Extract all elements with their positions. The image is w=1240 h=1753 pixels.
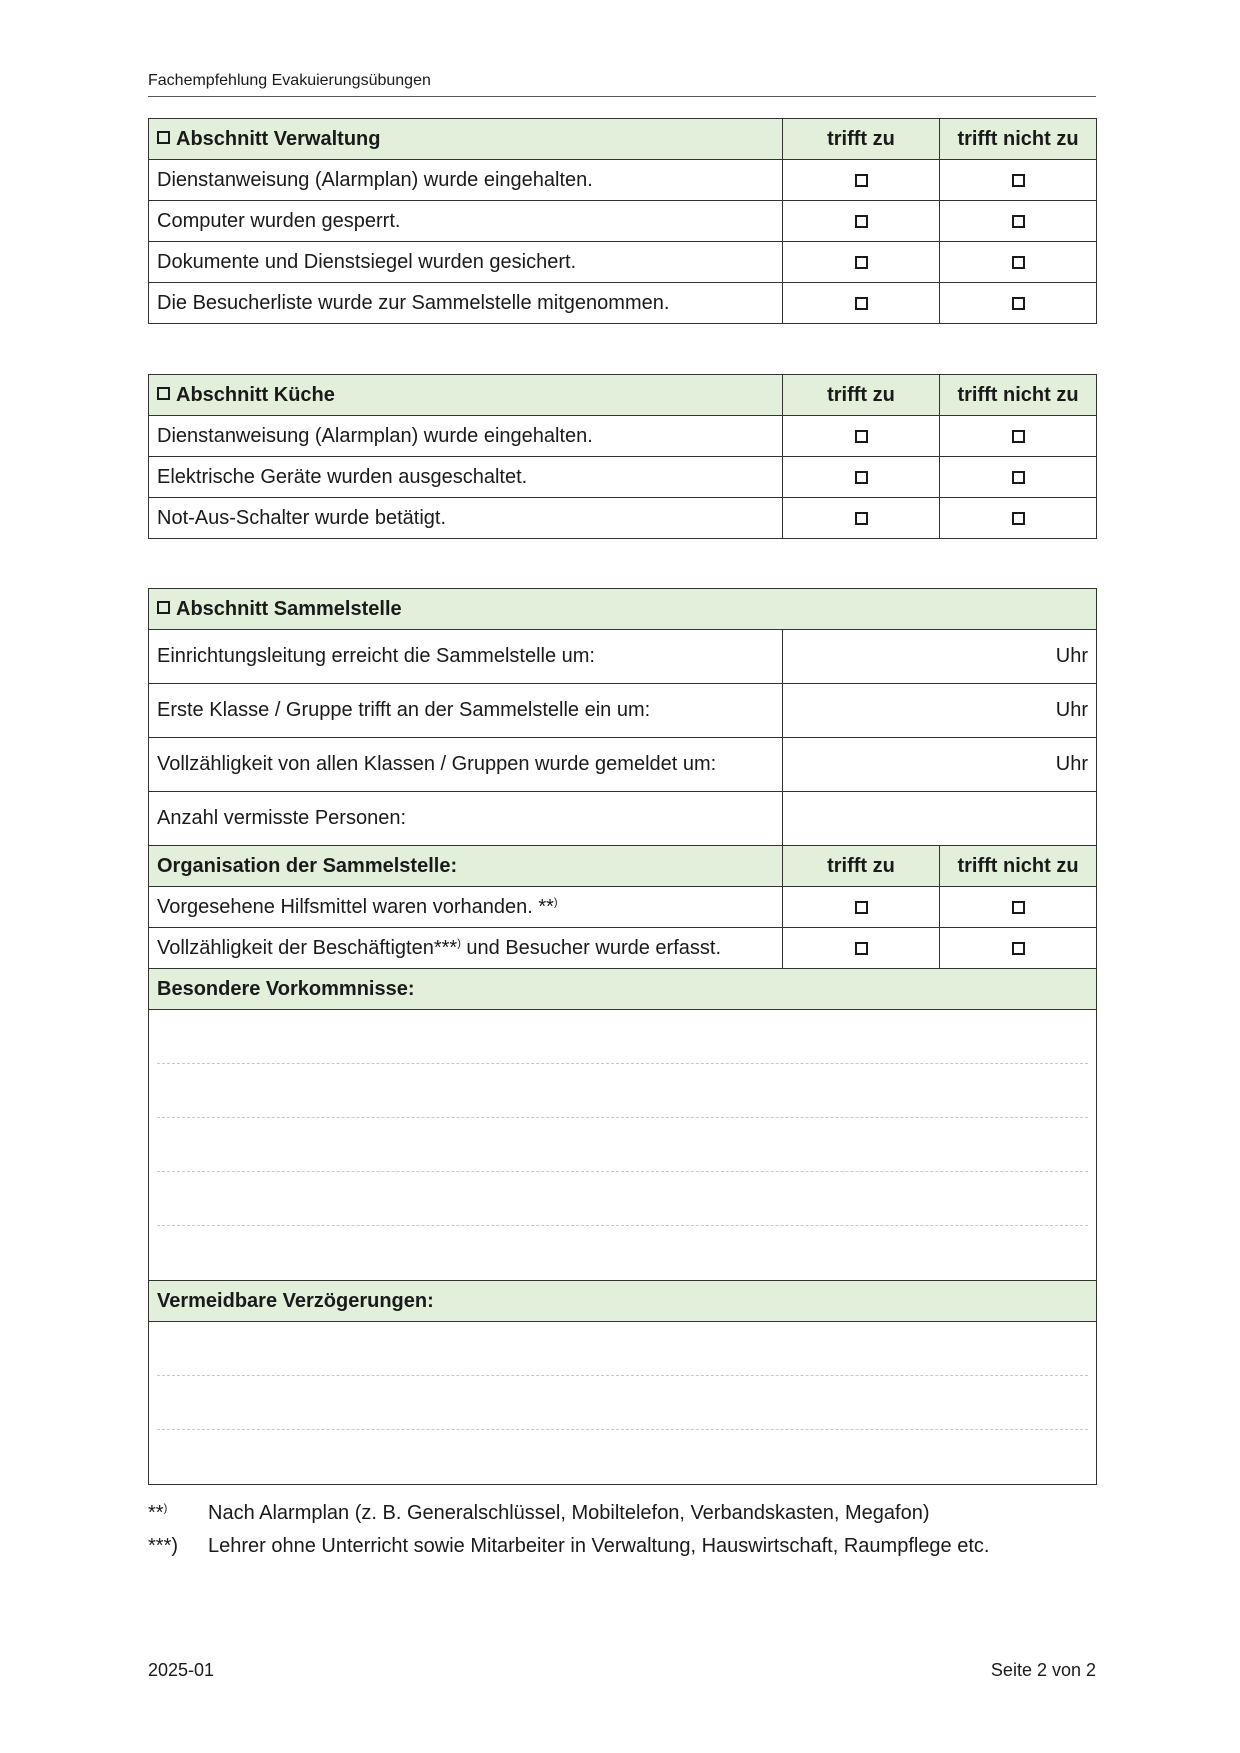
checkbox-no[interactable] [1012, 901, 1025, 914]
row-label: Erste Klasse / Gruppe trifft an der Sammelstelle ein um: [149, 684, 783, 738]
row-label: Dienstanweisung (Alarmplan) wurde eingehalten. [149, 160, 783, 201]
table-header-row [149, 969, 1097, 1010]
table-row [149, 630, 1097, 684]
checkbox-no[interactable] [1012, 942, 1025, 955]
column-yes-header: trifft zu [783, 119, 940, 160]
checkbox-yes[interactable] [855, 256, 868, 269]
checkbox-yes[interactable] [855, 901, 868, 914]
table-kueche [148, 374, 1097, 539]
table-row [149, 928, 1097, 969]
vermeidbare-text-area[interactable] [149, 1322, 1097, 1485]
uhr-label: Uhr [1055, 645, 1089, 667]
missing-count-field[interactable] [783, 792, 1097, 846]
column-no-header: trifft nicht zu [940, 846, 1097, 887]
checkbox-no[interactable] [1012, 297, 1025, 310]
table-row [149, 457, 1097, 498]
row-label: Not-Aus-Schalter wurde betätigt. [149, 498, 783, 539]
table-verwaltung [148, 118, 1097, 324]
checkbox-icon[interactable] [157, 387, 170, 400]
section-title: Abschnitt Küche [149, 375, 783, 416]
section-title: Abschnitt Verwaltung [149, 119, 783, 160]
checkbox-yes[interactable] [855, 512, 868, 525]
organisation-title: Organisation der Sammelstelle: [149, 846, 783, 887]
footnote-text: Nach Alarmplan (z. B. Generalschlüssel, Mobiltelefon, Verbandskasten, Megafon) [208, 1502, 930, 1524]
uhr-label: Uhr [1055, 753, 1089, 775]
time-field[interactable] [783, 738, 1097, 792]
table-row [149, 684, 1097, 738]
table-row [149, 416, 1097, 457]
checkbox-yes[interactable] [855, 471, 868, 484]
row-label: Die Besucherliste wurde zur Sammelstelle mitgenommen. [149, 283, 783, 324]
row-label: Computer wurden gesperrt. [149, 201, 783, 242]
table-header-row [149, 846, 1097, 887]
checkbox-yes[interactable] [855, 942, 868, 955]
row-label: Dokumente und Dienstsiegel wurden gesichert. [149, 242, 783, 283]
table-header-row [149, 375, 1097, 416]
checkbox-icon[interactable] [157, 601, 170, 614]
footnote: ***) Lehrer ohne Unterricht sowie Mitarbeiter in Verwaltung, Hauswirtschaft, Raumpflege etc. [148, 1535, 990, 1557]
besondere-text-area[interactable] [149, 1010, 1097, 1281]
row-label: Einrichtungsleitung erreicht die Sammelstelle um: [149, 630, 783, 684]
footer-page-number: Seite 2 von 2 [990, 1660, 1096, 1680]
checkbox-icon[interactable] [157, 131, 170, 144]
row-label: Vollzähligkeit der Beschäftigten***) und Besucher wurde erfasst. [149, 928, 783, 969]
column-yes-header: trifft zu [783, 375, 940, 416]
footnote: **) Nach Alarmplan (z. B. Generalschlüssel, Mobiltelefon, Verbandskasten, Megafon) [148, 1502, 930, 1524]
checkbox-no[interactable] [1012, 430, 1025, 443]
table-header-row [149, 119, 1097, 160]
table-row [149, 738, 1097, 792]
footer-date: 2025-01 [148, 1660, 215, 1680]
column-yes-header: trifft zu [783, 846, 940, 887]
table-row [149, 498, 1097, 539]
vermeidbare-title: Vermeidbare Verzögerungen: [149, 1281, 1097, 1322]
section-title: Abschnitt Sammelstelle [149, 589, 1097, 630]
table-row [149, 792, 1097, 846]
column-no-header: trifft nicht zu [940, 375, 1097, 416]
table-row [149, 887, 1097, 928]
row-label: Vollzähligkeit von allen Klassen / Gruppen wurde gemeldet um: [149, 738, 783, 792]
column-no-header: trifft nicht zu [940, 119, 1097, 160]
row-label: Dienstanweisung (Alarmplan) wurde eingehalten. [149, 416, 783, 457]
checkbox-no[interactable] [1012, 256, 1025, 269]
time-field[interactable] [783, 684, 1097, 738]
table-header-row [149, 1281, 1097, 1322]
checkbox-no[interactable] [1012, 471, 1025, 484]
checkbox-yes[interactable] [855, 215, 868, 228]
document-header: Fachempfehlung Evakuierungsübungen [148, 72, 1096, 97]
notes-area-row [149, 1322, 1097, 1485]
table-row [149, 283, 1097, 324]
table-row [149, 201, 1097, 242]
footnotes [148, 1502, 989, 1568]
checkbox-no[interactable] [1012, 174, 1025, 187]
notes-area-row [149, 1010, 1097, 1281]
table-header-row [149, 589, 1097, 630]
besondere-title: Besondere Vorkommnisse: [149, 969, 1097, 1010]
footnote-text: Lehrer ohne Unterricht sowie Mitarbeiter in Verwaltung, Hauswirtschaft, Raumpflege etc. [208, 1535, 990, 1557]
checkbox-yes[interactable] [855, 297, 868, 310]
checkbox-no[interactable] [1012, 215, 1025, 228]
checkbox-yes[interactable] [855, 174, 868, 187]
uhr-label: Uhr [1055, 699, 1089, 721]
table-sammelstelle [148, 588, 1097, 1485]
checkbox-no[interactable] [1012, 512, 1025, 525]
row-label: Elektrische Geräte wurden ausgeschaltet. [149, 457, 783, 498]
time-field[interactable] [783, 630, 1097, 684]
table-row [149, 242, 1097, 283]
checkbox-yes[interactable] [855, 430, 868, 443]
row-label: Anzahl vermisste Personen: [149, 792, 783, 846]
table-row [149, 160, 1097, 201]
row-label: Vorgesehene Hilfsmittel waren vorhanden. **) [149, 887, 783, 928]
